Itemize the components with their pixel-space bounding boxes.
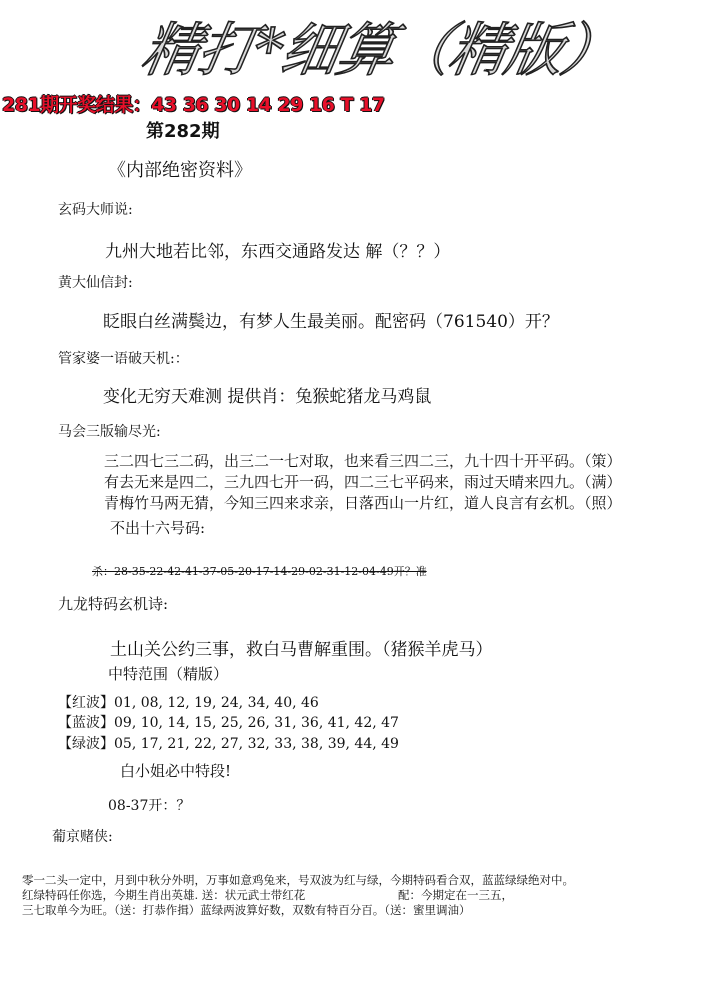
banner-title-image bbox=[130, 8, 624, 88]
footer-line-1: 零一二头一定中，月到中秋分外明，万事如意鸡兔来，号双波为红与绿，今期特码看合双，蓝蓝绿绿绝对中。 bbox=[22, 873, 574, 887]
range-row-numbers: 09, 10, 14, 15, 25, 26, 31, 36, 41, 42, 47 bbox=[114, 715, 399, 731]
range-title: 中特范围（精版） bbox=[108, 665, 229, 683]
section-text-xuanma: 九州大地若比邻，东西交通路发达 解（？？） bbox=[105, 242, 451, 262]
range-row-numbers: 05, 17, 21, 22, 27, 32, 33, 38, 39, 44, 49 bbox=[114, 736, 399, 752]
section-label-jiulong: 九龙特码玄机诗: bbox=[58, 595, 169, 613]
footer-line-2a: 红绿特码任你选，今期生肖出英雄. 送：状元武士带红花 bbox=[22, 888, 306, 902]
mahui-verse-line: 三二四七三二码，出三二一七对取，也来看三四二三，九十四十开平码。（策） bbox=[104, 452, 622, 470]
range-row-label: 【绿波】 bbox=[58, 736, 114, 752]
kill-numbers-line: 杀：28-35-22-42-41-37-05-20-17-14-29-02-31-12-04-49开？准 bbox=[92, 565, 427, 578]
range-row-red bbox=[58, 692, 319, 712]
document-title: 《内部绝密资料》 bbox=[108, 160, 252, 181]
section-label-xuanma: 玄码大师说: bbox=[58, 202, 133, 218]
issue-number: 第282期 bbox=[146, 121, 220, 142]
xiaojie-line: 白小姐必中特段! bbox=[120, 762, 232, 780]
range-row-numbers: 01, 08, 12, 19, 24, 34, 40, 46 bbox=[114, 695, 319, 711]
no-sixteen-note: 不出十六号码: bbox=[110, 519, 206, 537]
range-row-green bbox=[58, 733, 399, 753]
open-line: 08-37开：？ bbox=[108, 798, 191, 814]
section-text-huangdaxian: 眨眼白丝满鬓边，有梦人生最美丽。配密码（761540）开？ bbox=[103, 312, 559, 332]
section-label-huangdaxian: 黄大仙信封: bbox=[58, 275, 133, 291]
section-label-mahui: 马会三版输尽光: bbox=[58, 424, 161, 440]
mahui-verse-line: 有去无来是四二，三九四七开一码，四二三七平码来，雨过天晴来四九。（满） bbox=[104, 473, 622, 491]
footer-line-2b: 配：今期定在一三五， bbox=[398, 888, 513, 902]
section-text-guanjiapo: 变化无穷天难测 提供肖：兔猴蛇猪龙马鸡鼠 bbox=[103, 387, 432, 407]
banner-text: 精打*细算（精版） bbox=[136, 16, 624, 84]
mahui-verse-line: 青梅竹马两无猜，今知三四来求亲，日落西山一片红，道人良言有玄机。（照） bbox=[104, 494, 622, 512]
range-row-label: 【蓝波】 bbox=[58, 715, 114, 731]
range-row-blue bbox=[58, 712, 399, 732]
range-row-label: 【红波】 bbox=[58, 695, 114, 711]
section-text-jiulong: 土山关公约三事，救白马曹解重围。（猪猴羊虎马） bbox=[110, 640, 493, 660]
section-label-pujing: 葡京赌侠: bbox=[52, 829, 113, 845]
section-label-guanjiapo: 管家婆一语破天机:： bbox=[58, 351, 189, 367]
draw-result-line: 281期开奖结果：43 36 30 14 29 16 T 17 bbox=[2, 94, 385, 116]
footer-line-3: 三七取单今为旺。（送：打恭作揖）蓝绿两波算好数，双数有特百分百。（送：蜜里调油） bbox=[22, 903, 471, 917]
